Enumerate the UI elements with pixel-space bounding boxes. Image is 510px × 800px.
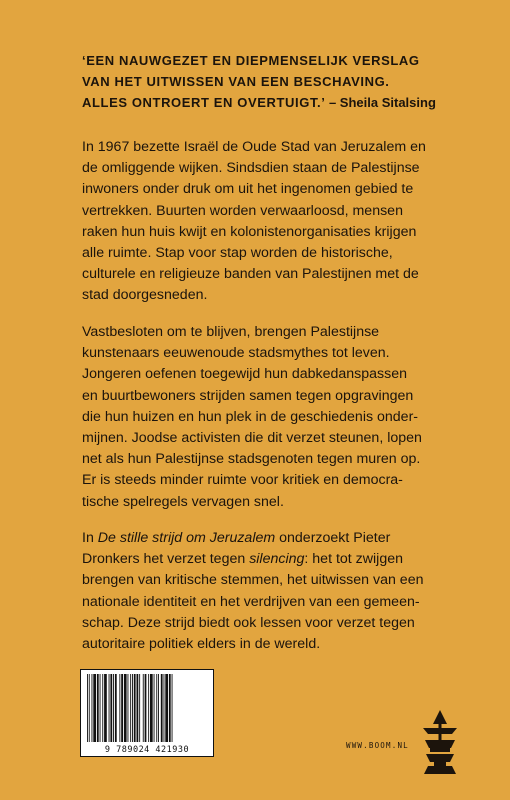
barcode-bar (115, 674, 117, 742)
barcode-bar (165, 674, 168, 742)
publisher-website: WWW.BOOM.NL (346, 741, 409, 750)
quote-line: ‘EEN NAUWGEZET EN DIEPMENSELIJK VERSLAG (82, 53, 420, 68)
barcode-bar (139, 674, 140, 742)
barcode-bar (164, 674, 165, 742)
text-line: brengen van kritische stemmen, het uitwissen van een (82, 572, 424, 589)
press-quote (82, 50, 482, 113)
barcode-bar (104, 674, 107, 742)
term-silencing: silencing (249, 551, 305, 568)
blurb-paragraph-1 (82, 137, 442, 307)
text-line: Er is steeds minder ruimte voor kritiek en democra- (82, 472, 403, 489)
barcode-bar (137, 674, 139, 742)
barcode-bar (172, 674, 173, 742)
barcode-bar (110, 674, 112, 742)
text-line: Jongeren oefenen toegewijd hun dabkedanspassen (82, 366, 407, 383)
barcode-bar (102, 674, 103, 742)
blurb-paragraph-2 (82, 322, 442, 513)
barcode-bar (89, 674, 90, 742)
barcode-bar (156, 674, 157, 742)
barcode-bar (132, 674, 133, 742)
blurb-paragraph-3 (82, 528, 442, 655)
barcode-bar (87, 674, 88, 742)
barcode-bar (158, 674, 159, 742)
barcode-bar (143, 674, 144, 742)
text-line: inwoners onder druk om uit het ingenomen gebied te (82, 181, 414, 198)
text-line: mijnen. Joodse activisten die dit verzet steunen, lopen (82, 430, 422, 447)
barcode-bar (119, 674, 120, 742)
barcode-bar (100, 674, 101, 742)
barcode-bar (97, 674, 99, 742)
text-line: vertrekken. Buurten worden verwaarloosd, mensen (82, 202, 403, 219)
text-line: kunstenaars eeuwenoude stadsmythes tot leven. (82, 345, 390, 362)
barcode-bar (93, 674, 96, 742)
text-line: net als hun Palestijnse stadsgenoten tegen muren op. (82, 451, 421, 468)
text-line: autoritaire politiek elders in de wereld. (82, 636, 321, 653)
barcode-bar (148, 674, 149, 742)
barcode-bar (128, 674, 129, 742)
text-line: In 1967 bezette Israël de Oude Stad van Jeruzalem en (82, 139, 426, 155)
text-line: de omliggende wijken. Sindsdien staan de Palestijnse (82, 160, 420, 177)
text-line: nationale identiteit en het verdrijven van een gemeen- (82, 593, 420, 610)
text-line: culturele en religieuze banden van Palestijnen met de (82, 266, 419, 283)
book-title: De stille strijd om Jeruzalem (97, 530, 276, 546)
barcode-bars (85, 674, 209, 744)
barcode-bar (150, 674, 153, 742)
barcode-bar (161, 674, 163, 742)
isbn-number: 9 789024 421930 (104, 745, 190, 755)
barcode-bar (109, 674, 110, 742)
quote-attribution: – Sheila Sitalsing (328, 95, 436, 110)
text-line: die hun huizen en hun plek in de geschiedenis onder- (82, 408, 419, 425)
text-line: stad doorgesneden. (82, 287, 208, 304)
barcode-bar (92, 674, 93, 742)
text-line: tische spelregels vervagen snel. (82, 493, 284, 510)
barcode-bar (145, 674, 147, 742)
publisher-logo (420, 710, 460, 774)
text-line: In De stille strijd om Jeruzalem onderzoekt Pieter (82, 530, 391, 546)
text-line: schap. Deze strijd biedt ook lessen voor verzet tegen (82, 614, 415, 631)
text-line: en buurtbewoners strijden samen tegen opgravingen (82, 387, 414, 404)
text-line: Dronkers het verzet tegen silencing: het tot zwijgen (82, 551, 403, 568)
barcode-bar (124, 674, 127, 742)
text-line: raken hun huis kwijt en kolonistenorganisaties krijgen (82, 223, 417, 240)
barcode-bar (113, 674, 114, 742)
barcode-bar (169, 674, 171, 742)
quote-line: ALLES ONTROERT EN OVERTUIGT.’ – Sheila Sitalsing (82, 95, 436, 110)
barcode-bar (121, 674, 123, 742)
quote-line: VAN HET UITWISSEN VAN EEN BESCHAVING. (82, 74, 390, 89)
isbn-barcode (80, 669, 214, 757)
barcode-bar (134, 674, 136, 742)
text-line: alle ruimte. Stap voor stap worden de historische, (82, 245, 393, 262)
barcode-bar (154, 674, 155, 742)
text-line: Vastbesloten om te blijven, brengen Palestijnse (82, 324, 380, 340)
barcode-bar (130, 674, 131, 742)
